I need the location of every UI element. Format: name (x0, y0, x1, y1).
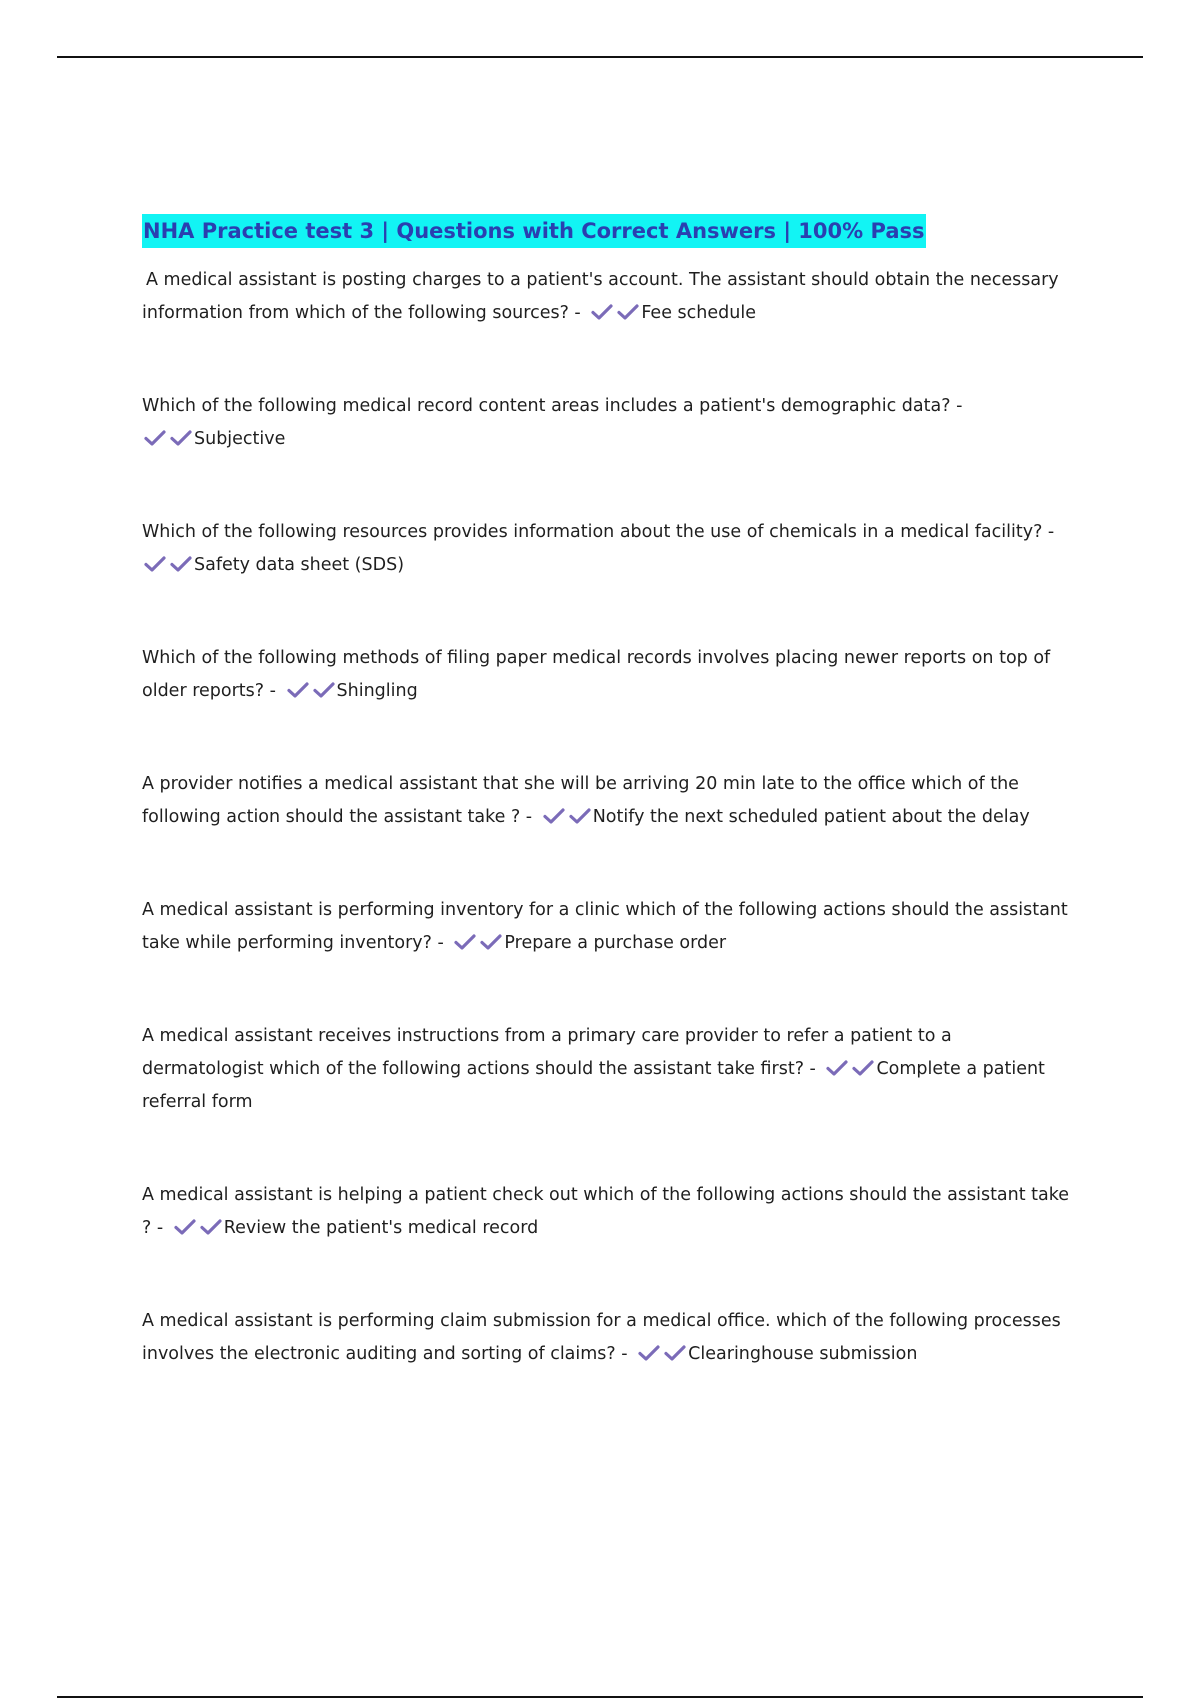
qa-item-4 (142, 642, 1072, 708)
question-text: A medical assistant receives instructions from a primary care provider to refer a patient to a dermatologist which of the following actions should the assistant take first? - (142, 1026, 952, 1079)
check-icon (826, 1060, 848, 1076)
check-icon (543, 808, 565, 824)
check-icon (170, 556, 192, 572)
check-icon (313, 682, 335, 698)
document-body (142, 214, 1072, 1431)
check-icon (569, 808, 591, 824)
question-text: Which of the following medical record content areas includes a patient's demographic data? - (142, 396, 963, 416)
answer-text: Complete a patient referral form (142, 1059, 1045, 1112)
qa-item-1 (142, 264, 1072, 330)
check-icon (287, 682, 309, 698)
question-text: A provider notifies a medical assistant that she will be arriving 20 min late to the office which of the following action should the assistant take ? - (142, 774, 1019, 827)
question-text: A medical assistant is helping a patient check out which of the following actions should the assistant take ? - (142, 1185, 1070, 1238)
question-text: A medical assistant is performing claim submission for a medical office. which of the following processes involves the electronic auditing and sorting of claims? - (142, 1311, 1061, 1364)
check-icon (200, 1219, 222, 1235)
check-icon (480, 934, 502, 950)
check-icon (170, 430, 192, 446)
check-icon (664, 1345, 686, 1361)
check-icon (144, 556, 166, 572)
answer-text: Shingling (336, 681, 418, 701)
question-text: Which of the following resources provides information about the use of chemicals in a medical facility? - (142, 522, 1055, 542)
check-icon (454, 934, 476, 950)
answer-text: Prepare a purchase order (504, 933, 727, 953)
qa-item-7 (142, 1020, 1072, 1119)
answer-text: Review the patient's medical record (223, 1218, 539, 1238)
check-icon (638, 1345, 660, 1361)
qa-item-5 (142, 768, 1072, 834)
answer-text: Clearinghouse submission (688, 1344, 918, 1364)
check-icon (144, 430, 166, 446)
question-text: A medical assistant is posting charges to a patient's account. The assistant should obtain the necessary information from which of the following sources? - (142, 270, 1059, 323)
answer-text: Subjective (194, 429, 286, 449)
qa-item-2 (142, 390, 1072, 456)
check-icon (174, 1219, 196, 1235)
check-icon (591, 304, 613, 320)
top-rule (57, 56, 1143, 58)
qa-list (142, 264, 1072, 1371)
bottom-rule (57, 1696, 1143, 1698)
question-text: Which of the following methods of filing paper medical records involves placing newer reports on top of older reports? - (142, 648, 1051, 701)
qa-item-6 (142, 894, 1072, 960)
qa-item-9 (142, 1305, 1072, 1371)
document-title: NHA Practice test 3 | Questions with Correct Answers | 100% Pass (142, 214, 926, 248)
answer-text: Fee schedule (641, 303, 756, 323)
check-icon (852, 1060, 874, 1076)
qa-item-8 (142, 1179, 1072, 1245)
qa-item-3 (142, 516, 1072, 582)
answer-text: Notify the next scheduled patient about the delay (592, 807, 1030, 827)
check-icon (617, 304, 639, 320)
answer-text: Safety data sheet (SDS) (194, 555, 405, 575)
question-text: A medical assistant is performing inventory for a clinic which of the following actions should the assistant take while performing inventory? - (142, 900, 1068, 953)
